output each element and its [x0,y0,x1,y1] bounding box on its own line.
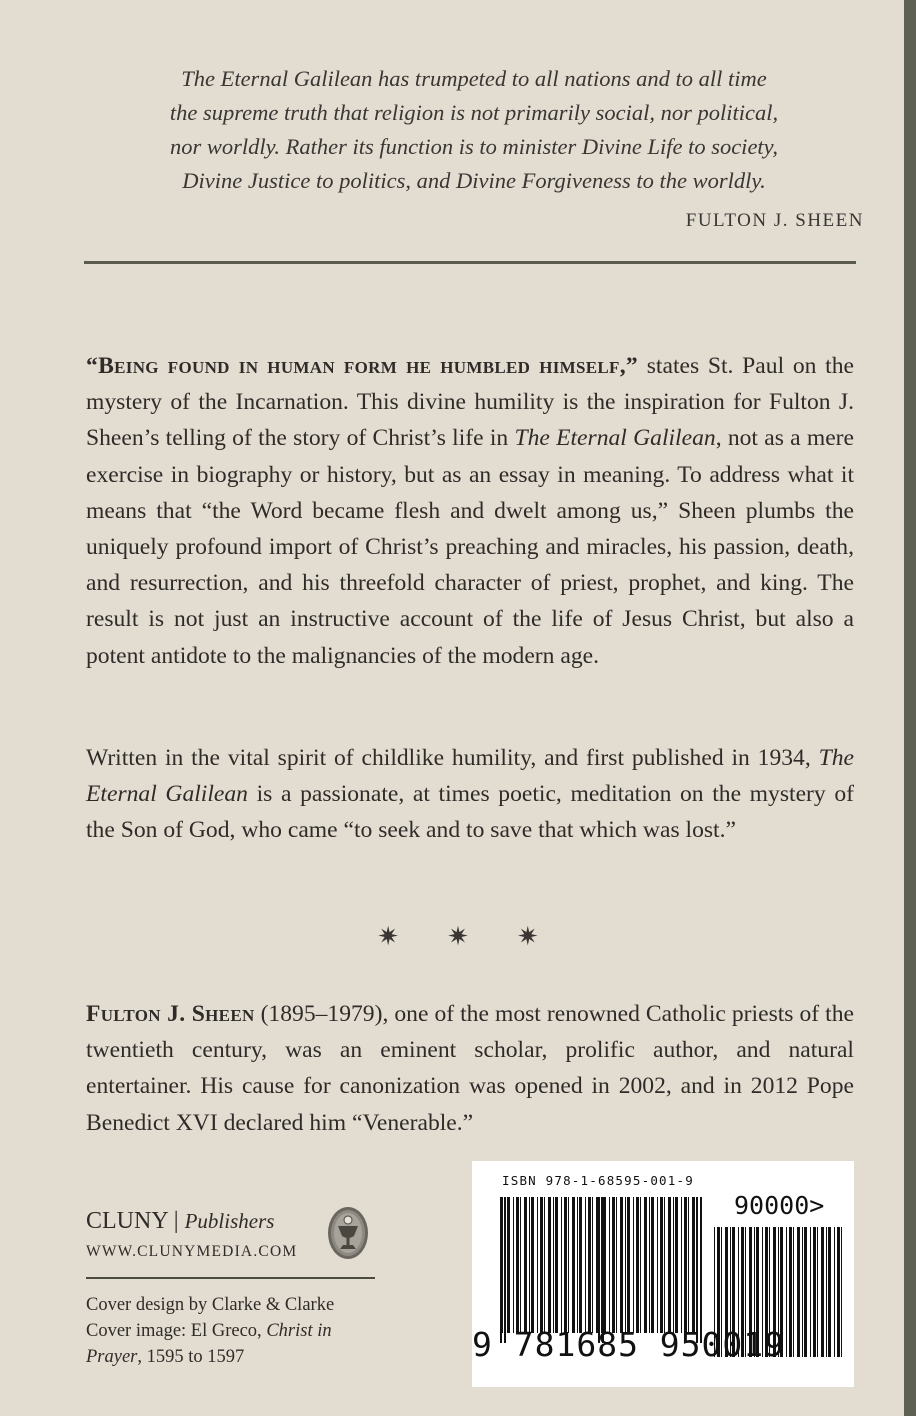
barcode-bar [520,1197,521,1333]
barcode-bar [802,1227,803,1357]
barcode-bar [821,1227,824,1357]
barcode-bar [516,1197,519,1333]
star-icon: ✷ [377,922,400,951]
barcode-bar [841,1227,842,1357]
star-icon: ✷ [447,922,469,951]
barcode-bar [555,1197,558,1333]
barcode-bar [564,1197,567,1333]
ornament-stars [0,922,916,952]
barcode-guard-bar [598,1197,600,1343]
barcode-bar [789,1227,792,1357]
barcode-bar [633,1197,634,1333]
barcode-guard-bar [602,1197,604,1343]
painting-title: Christ in Prayer [86,1321,332,1367]
barcode-bar [668,1197,671,1333]
spine-edge [904,0,916,1416]
description-text: states St. Paul on the mystery of the Incarnation. This divine humility is the inspiration for Fulton J. Sheen’s telling of the story of Christ’s life in [86,353,854,452]
barcode-bar [609,1197,610,1333]
barcode-bar [651,1197,654,1333]
barcode-bar [644,1197,647,1333]
publisher-brand: CLUNY [86,1208,168,1234]
barcode-bar [601,1197,602,1333]
barcode-bar [813,1227,816,1357]
barcode-guard-bar [696,1197,698,1343]
author-bio [86,996,854,1141]
barcode-bar [612,1197,615,1333]
isbn-barcode [472,1161,854,1387]
isbn-label: ISBN 978-1-68595-001-9 [502,1173,694,1188]
barcode-guard-bar [700,1197,702,1343]
barcode-bar [537,1197,538,1333]
epigraph-quote [84,62,864,198]
barcode-bar [572,1197,575,1333]
epigraph-line: The Eternal Galilean has trumpeted to all nations and to all time [181,66,767,91]
barcode-guard-bar [500,1197,502,1343]
barcode-bar [804,1227,807,1357]
star-icon: ✷ [516,922,539,951]
publisher-word: Publishers [184,1209,275,1233]
top-divider [84,261,856,264]
description-paragraph-1 [86,348,854,674]
barcode-bar [592,1197,593,1333]
publisher-divider [86,1277,375,1279]
image-credit: Cover image: El Greco, Christ in Prayer, 1595 to 1597 [86,1321,332,1367]
barcode-bar [588,1197,591,1333]
barcode-bar [828,1227,831,1357]
epigraph-line: nor worldly. Rather its function is to minister Divine Life to society, [169,134,779,159]
barcode-bar [529,1197,530,1333]
epigraph-line: Divine Justice to politics, and Divine Forgiveness to the worldly. [182,168,766,193]
barcode-bar [684,1197,687,1333]
barcode-bar [664,1197,665,1333]
barcode-bar [627,1197,630,1333]
barcode-bar [620,1197,623,1333]
design-credit: Cover design by Clarke & Clarke [86,1295,335,1315]
barcode-bar [553,1197,554,1333]
barcode-bar [797,1227,800,1357]
barcode-bar [507,1197,510,1333]
barcode-guard-bar [504,1197,506,1343]
book-title: The Eternal Galilean [86,745,854,808]
barcode-bar [826,1227,827,1357]
publisher-name [86,1208,274,1235]
epigraph-attribution: FULTON J. SHEEN [685,210,864,231]
barcode-bar [817,1227,818,1357]
barcode-bar [531,1197,534,1333]
cover-credits [86,1292,376,1370]
lead-quote: “Being found in human form he humbled himself,” [86,353,639,379]
barcode-bar [810,1227,811,1357]
publisher-website: WWW.CLUNYMEDIA.COM [86,1243,298,1260]
description-text: is a passionate, at times poetic, meditation on the mystery of the Son of God, who came “to seek and to save that which was lost.” [86,781,854,844]
barcode-bar [673,1197,674,1333]
author-name: Fulton J. Sheen [86,1001,255,1027]
publisher-separator: | [167,1208,185,1234]
barcode-bar [834,1227,835,1357]
barcode-bar [544,1197,545,1333]
epigraph-line: the supreme truth that religion is not primarily social, nor political, [169,100,779,125]
barcode-bar [636,1197,639,1333]
barcode-bar [786,1227,787,1357]
barcode-bar [548,1197,551,1333]
barcode-bar [675,1197,678,1333]
book-title: The Eternal Galilean [514,425,716,452]
barcode-bar [625,1197,626,1333]
description-paragraph-2 [86,740,854,849]
barcode-bar [681,1197,682,1333]
barcode-bar [577,1197,578,1333]
barcode-bar [524,1197,527,1333]
author-bio-text: (1895–1979), one of the most renowned Catholic priests of the twentieth century, was an eminent scholar, prolific author, and natural entertainer. His cause for canonization was opened in 2002, and in 2012 Pope Benedict XVI declared him “Venerable.” [86,1001,854,1136]
chalice-medallion-icon [326,1205,370,1261]
barcode-bar [568,1197,569,1333]
barcode-bar [793,1227,794,1357]
barcode-bar [640,1197,641,1333]
barcode-bar [837,1227,840,1357]
barcode-bar [616,1197,617,1333]
barcode-digits: 9 781685 950019 [472,1325,786,1364]
barcode-bar [585,1197,586,1333]
description-text: , not as a mere exercise in biography or history, but as an essay in meaning. To address what it means that “the Word became flesh and dwelt among us,” Sheen plumbs the uniquely profound import of Christ’s preaching and miracles, his passion, death, and resurrection, and his threefold character of priest, prophet, and king. The result is not just an instructive account of the life of Jesus Christ, but also a potent antidote to the malignancies of the modern age. [86,425,855,669]
barcode-bar [649,1197,650,1333]
barcode-bar [660,1197,663,1333]
barcode-bar [513,1197,514,1333]
description-text: Written in the vital spirit of childlike humility, and first published in 1934, [86,745,819,771]
barcode-bar [561,1197,562,1333]
barcode-bar [692,1197,695,1333]
barcode-bar [688,1197,689,1333]
price-code: 90000> [734,1191,825,1220]
barcode-bar [579,1197,582,1333]
barcode-bar [657,1197,658,1333]
barcode-bar [540,1197,543,1333]
